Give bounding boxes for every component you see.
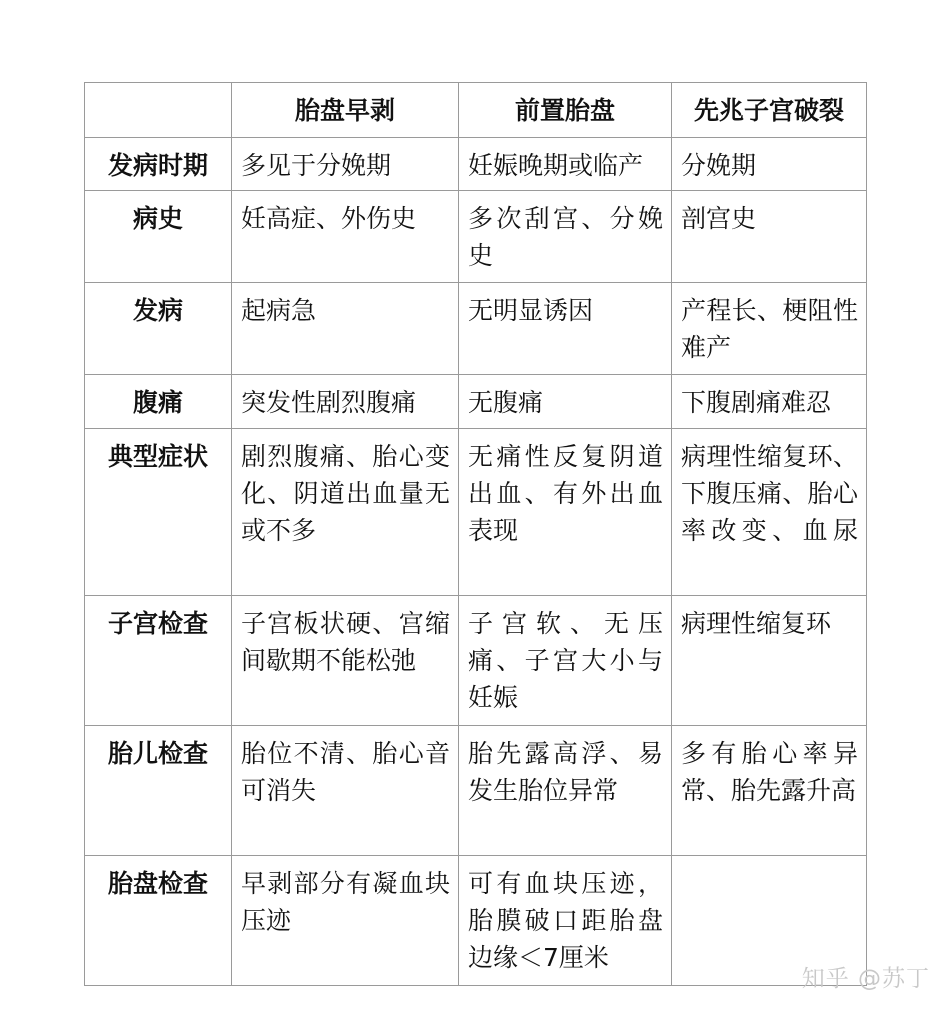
header-placental-abruption: 胎盘早剥 bbox=[232, 83, 459, 138]
watermark-text: 知乎 @苏丁 bbox=[801, 966, 930, 992]
table-cell: 下腹剧痛难忍 bbox=[672, 375, 867, 429]
table-cell: 病理性缩复环 bbox=[672, 596, 867, 726]
row-label: 病史 bbox=[85, 191, 232, 283]
table-cell: 突发性剧烈腹痛 bbox=[232, 375, 459, 429]
table-row-uterine-exam bbox=[85, 596, 867, 726]
row-label: 胎儿检查 bbox=[85, 726, 232, 856]
table-row-abdominal-pain bbox=[85, 375, 867, 429]
table-row-placental-exam bbox=[85, 856, 867, 986]
table-cell: 起病急 bbox=[232, 283, 459, 375]
table-cell: 胎先露高浮、易发生胎位异常 bbox=[459, 726, 672, 856]
header-threatened-uterine-rupture: 先兆子宫破裂 bbox=[672, 83, 867, 138]
table-cell: 妊高症、外伤史 bbox=[232, 191, 459, 283]
table-row-onset-period bbox=[85, 138, 867, 191]
table-cell: 胎位不清、胎心音可消失 bbox=[232, 726, 459, 856]
comparison-table bbox=[84, 82, 867, 986]
table-cell: 产程长、梗阻性难产 bbox=[672, 283, 867, 375]
table-cell: 分娩期 bbox=[672, 138, 867, 191]
table-cell: 无明显诱因 bbox=[459, 283, 672, 375]
table-cell: 剧烈腹痛、胎心变化、阴道出血量无或不多 bbox=[232, 429, 459, 596]
row-label: 子宫检查 bbox=[85, 596, 232, 726]
table-cell: 妊娠晚期或临产 bbox=[459, 138, 672, 191]
table-row-history bbox=[85, 191, 867, 283]
table-row-fetal-exam bbox=[85, 726, 867, 856]
row-label: 典型症状 bbox=[85, 429, 232, 596]
table-cell: 早剥部分有凝血块压迹 bbox=[232, 856, 459, 986]
header-corner bbox=[85, 83, 232, 138]
table-cell: 子宫软、无压痛、子宫大小与妊娠 bbox=[459, 596, 672, 726]
table-cell: 剖宫史 bbox=[672, 191, 867, 283]
row-label: 腹痛 bbox=[85, 375, 232, 429]
table-header-row bbox=[85, 83, 867, 138]
row-label: 胎盘检查 bbox=[85, 856, 232, 986]
table-cell: 多有胎心率异常、胎先露升高 bbox=[672, 726, 867, 856]
table-cell: 多次刮宫、分娩史 bbox=[459, 191, 672, 283]
table-cell: 病理性缩复环、下腹压痛、胎心率改变、血尿 bbox=[672, 429, 867, 596]
table-cell: 无腹痛 bbox=[459, 375, 672, 429]
row-label: 发病时期 bbox=[85, 138, 232, 191]
table-cell: 可有血块压迹，胎膜破口距胎盘边缘＜7厘米 bbox=[459, 856, 672, 986]
table-row-onset bbox=[85, 283, 867, 375]
table-cell: 子宫板状硬、宫缩间歇期不能松弛 bbox=[232, 596, 459, 726]
table-cell: 无痛性反复阴道出血、有外出血表现 bbox=[459, 429, 672, 596]
table-row-typical-symptoms bbox=[85, 429, 867, 596]
header-placenta-previa: 前置胎盘 bbox=[459, 83, 672, 138]
row-label: 发病 bbox=[85, 283, 232, 375]
table-cell: 多见于分娩期 bbox=[232, 138, 459, 191]
